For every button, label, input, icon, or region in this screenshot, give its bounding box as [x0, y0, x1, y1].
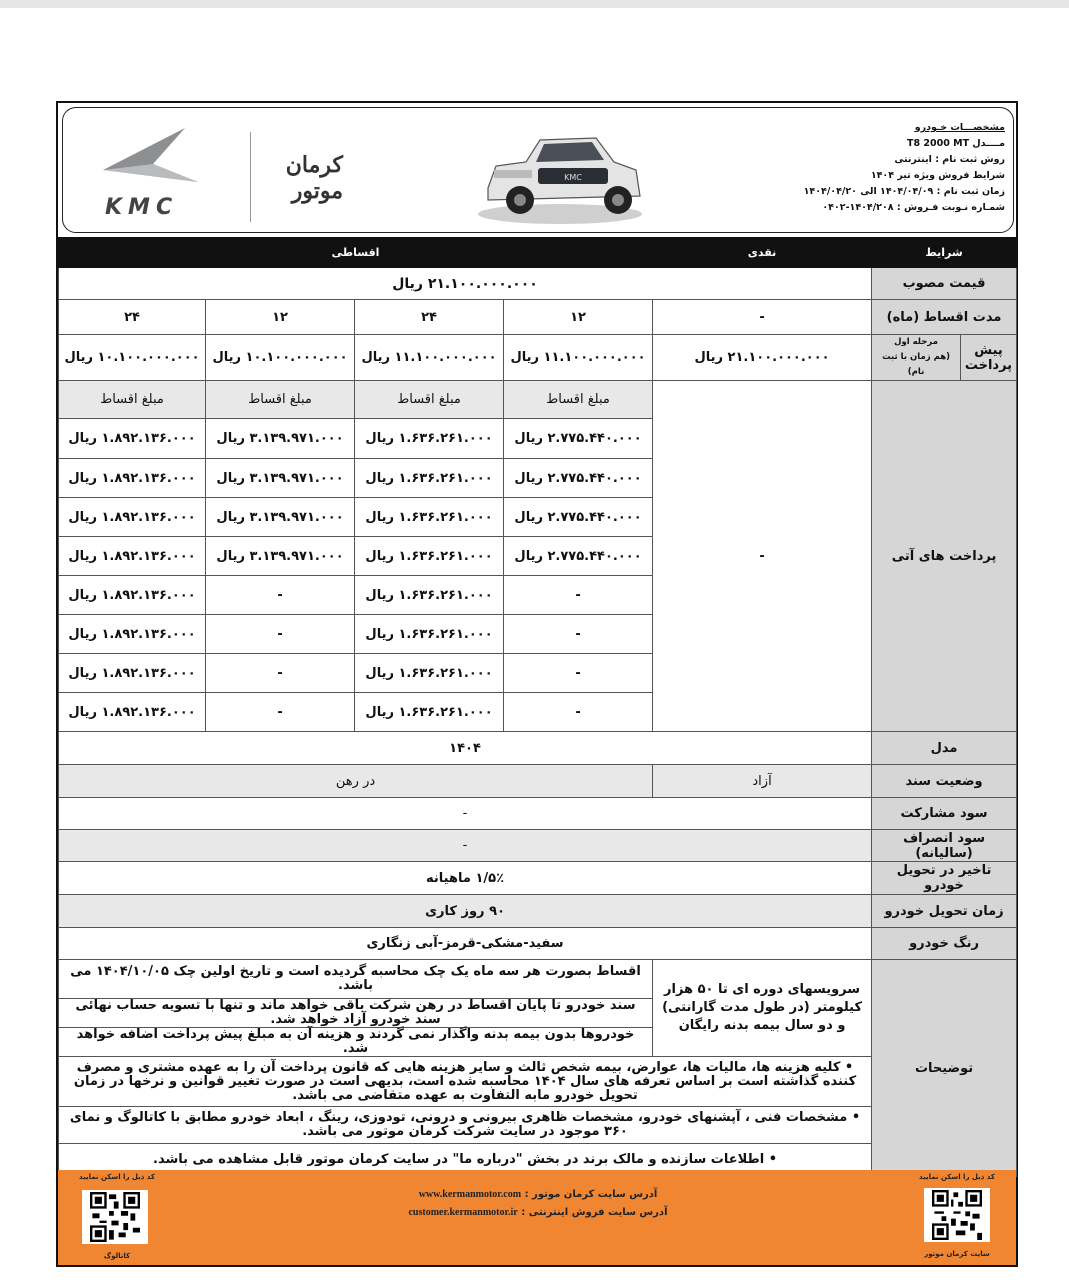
sales-address-label: آدرس سایت فروش اینترنتی :	[521, 1207, 668, 1218]
car-color-value: سفید-مشکی-قرمز-آبی زنگاری	[59, 928, 872, 960]
cancellation-profit-value: -	[59, 830, 872, 862]
installment-cell: ۲.۷۷۵.۴۴۰.۰۰۰ ریال	[504, 419, 653, 459]
qr-catalog-caption: کد ذیل را اسکن نمایید	[79, 1173, 155, 1181]
delivery-delay-value: ۱/۵٪ ماهیانه	[59, 862, 872, 895]
model-value: ۱۴۰۴	[59, 732, 872, 765]
installment-cell: ۱.۸۹۲.۱۳۶.۰۰۰ ریال	[59, 615, 206, 654]
note-specs: • مشخصات فنی ، آپشنهای خودرو، مشخصات ظاهری بیرونی و درونی، تودوزی، رینگ ، ابعاد خودرو مطابق با کاتالوگ و نمای ۳۶۰ موجود در سایت شرکت کرمان موتور می باشد.	[59, 1107, 872, 1144]
installment-cell: ۱.۸۹۲.۱۳۶.۰۰۰ ریال	[59, 576, 206, 615]
price-table	[58, 237, 1017, 1177]
footer-bar	[58, 1170, 1016, 1265]
car-badge: KMC	[564, 173, 582, 182]
cancellation-profit-label: سود انصراف (سالیانه)	[872, 830, 1017, 862]
installment-cell: ۱.۸۹۲.۱۳۶.۰۰۰ ریال	[59, 498, 206, 537]
specs-round: شمـاره نـوبت فـروش : ۱۴۰۴/۲۰۸-۰۴۰۲	[822, 202, 1005, 213]
downpayment-stage-b: (هم زمان با ثبت نام)	[882, 352, 951, 377]
installment-cell: ۱.۶۳۶.۲۶۱.۰۰۰ ریال	[355, 537, 504, 576]
partnership-profit-value: -	[59, 798, 872, 830]
downpayment-label: پیش پرداخت	[961, 335, 1017, 381]
delivery-delay-label: تاخیر در تحویل خودرو	[872, 862, 1017, 895]
installment-cell: ۱.۶۳۶.۲۶۱.۰۰۰ ریال	[355, 419, 504, 459]
note-costs: • کلیه هزینه ها، مالیات ها، عوارض، بیمه شخص ثالث و سایر هزینه هایی که قانون پرداخت آن را به عهده مشتری و مصرف کننده گذاشته است بر اساس تعرفه های سال ۱۴۰۴ محاسبه شده است، بدیهی است در صورت تغییر قوانین و نرخها در زمان تحویل خودرو مابه التفاوت به عهده متقاضی می باشد.	[59, 1057, 872, 1107]
kmc-logo-icon	[93, 122, 223, 222]
installment-cell: ۱.۶۳۶.۲۶۱.۰۰۰ ریال	[355, 576, 504, 615]
brand-logo	[93, 122, 343, 222]
service-note: سرویسهای دوره ای تا ۵۰ هزار کیلومتر (در طول مدت گارانتی) و دو سال بیمه بدنه رایگان	[653, 960, 872, 1057]
term-label: مدت اقساط (ماه)	[872, 300, 1017, 335]
installment-cell: ۲.۷۷۵.۴۴۰.۰۰۰ ریال	[504, 459, 653, 498]
header-conditions: شرایط	[872, 238, 1017, 268]
top-band	[0, 0, 1069, 8]
term-24-a: ۲۴	[355, 300, 504, 335]
header-installment: اقساطی	[59, 238, 653, 268]
model-label: مدل	[872, 732, 1017, 765]
term-cash: -	[653, 300, 872, 335]
sheet-header	[62, 107, 1014, 233]
qr-catalog-label: کاتالوگ	[103, 1252, 131, 1260]
installment-cell: ۱.۸۹۲.۱۳۶.۰۰۰ ریال	[59, 693, 206, 732]
sales-address-row	[358, 1204, 718, 1222]
brand-name-fa: کرمان موتور	[285, 152, 343, 204]
downpayment-stage	[872, 335, 961, 381]
installment-cell: -	[206, 615, 355, 654]
installment-cell: ۳.۱۳۹.۹۷۱.۰۰۰ ریال	[206, 459, 355, 498]
document-status-cash: آزاد	[653, 765, 872, 798]
installment-cell: ۳.۱۳۹.۹۷۱.۰۰۰ ریال	[206, 537, 355, 576]
installment-cell: ۱.۶۳۶.۲۶۱.۰۰۰ ریال	[355, 459, 504, 498]
installment-cell: ۲.۷۷۵.۴۴۰.۰۰۰ ریال	[504, 537, 653, 576]
installment-cell: ۱.۶۳۶.۲۶۱.۰۰۰ ریال	[355, 693, 504, 732]
price-sheet	[56, 101, 1018, 1267]
footer-addresses	[358, 1186, 718, 1222]
price-value: ۲۱.۱۰۰.۰۰۰.۰۰۰ ریال	[59, 268, 872, 300]
installment-cell: -	[206, 654, 355, 693]
sales-address-link[interactable]: customer.kermanmotor.ir	[408, 1207, 518, 1218]
notes-label: توضیحات	[872, 960, 1017, 1177]
installment-header: مبلغ اقساط	[355, 381, 504, 419]
qr-site-caption: کد ذیل را اسکن نمایید	[919, 1173, 995, 1181]
installment-cell: -	[504, 654, 653, 693]
site-address-link[interactable]: www.kermanmotor.com	[418, 1189, 522, 1200]
installment-cell: ۱.۶۳۶.۲۶۱.۰۰۰ ریال	[355, 498, 504, 537]
note-installment-checks: اقساط بصورت هر سه ماه یک چک محاسبه گردیده است و تاریخ اولین چک ۱۴۰۴/۱۰/۰۵ می باشد.	[59, 960, 653, 999]
installment-cell: -	[504, 576, 653, 615]
downpayment-cash: ۲۱.۱۰۰.۰۰۰.۰۰۰ ریال	[653, 335, 872, 381]
installment-header: مبلغ اقساط	[59, 381, 206, 419]
qr-site-icon[interactable]	[924, 1188, 990, 1242]
specs-title: مشخصـــات خـودرو	[914, 122, 1005, 133]
document-status-label: وضعیت سند	[872, 765, 1017, 798]
installment-cell: ۱.۸۹۲.۱۳۶.۰۰۰ ریال	[59, 459, 206, 498]
specs-method: روش ثبت نام : اینترنتی	[894, 154, 1005, 165]
term-12-a: ۱۲	[504, 300, 653, 335]
installment-cell: ۳.۱۳۹.۹۷۱.۰۰۰ ریال	[206, 419, 355, 459]
note-body-insurance: خودروها بدون بیمه بدنه واگذار نمی گردند و هزینه آن به مبلغ پیش پرداخت اضافه خواهد شد.	[59, 1028, 653, 1057]
term-12-b: ۱۲	[206, 300, 355, 335]
installment-cell: ۱.۶۳۶.۲۶۱.۰۰۰ ریال	[355, 615, 504, 654]
installment-header: مبلغ اقساط	[206, 381, 355, 419]
installment-cell: ۳.۱۳۹.۹۷۱.۰۰۰ ریال	[206, 498, 355, 537]
price-label: قیمت مصوب	[872, 268, 1017, 300]
note-manufacturer: • اطلاعات سازنده و مالک برند در بخش "درباره ما" در سایت کرمان موتور قابل مشاهده می باشد.	[59, 1144, 872, 1177]
installment-cell: ۱.۸۹۲.۱۳۶.۰۰۰ ریال	[59, 419, 206, 459]
qr-catalog-icon[interactable]	[82, 1190, 148, 1244]
delivery-time-value: ۹۰ روز کاری	[59, 895, 872, 928]
term-24-b: ۲۴	[59, 300, 206, 335]
partnership-profit-label: سود مشارکت	[872, 798, 1017, 830]
downpayment-12-b: ۱۰.۱۰۰.۰۰۰.۰۰۰ ریال	[206, 335, 355, 381]
site-address-row	[358, 1186, 718, 1204]
downpayment-stage-a: مرحله اول	[894, 337, 938, 347]
specs-model: مــــدل T8 2000 MT	[906, 138, 1005, 149]
installment-cell: -	[504, 693, 653, 732]
brand-name-en: KMC	[105, 195, 179, 220]
car-color-label: رنگ خودرو	[872, 928, 1017, 960]
future-payments-label: پرداخت های آتی	[872, 381, 1017, 732]
specs-period: زمان ثبت نام : ۱۴۰۴/۰۴/۰۹ الی ۱۴۰۴/۰۴/۲۰	[803, 186, 1005, 197]
pickup-truck-image	[468, 118, 648, 226]
qr-site-label: سایت کرمان موتور	[924, 1250, 990, 1258]
delivery-time-label: زمان تحویل خودرو	[872, 895, 1017, 928]
document-status-installment: در رهن	[59, 765, 653, 798]
header-cash: نقدی	[653, 238, 872, 268]
downpayment-24-b: ۱۰.۱۰۰.۰۰۰.۰۰۰ ریال	[59, 335, 206, 381]
installment-cell: -	[504, 615, 653, 654]
specs-conditions: شرایط فروش ویژه تیر ۱۴۰۴	[870, 170, 1005, 181]
installment-cell: ۱.۶۳۶.۲۶۱.۰۰۰ ریال	[355, 654, 504, 693]
installment-header: مبلغ اقساط	[504, 381, 653, 419]
installment-cell: ۱.۸۹۲.۱۳۶.۰۰۰ ریال	[59, 654, 206, 693]
downpayment-24-a: ۱۱.۱۰۰.۰۰۰.۰۰۰ ریال	[355, 335, 504, 381]
logo-divider	[250, 132, 251, 222]
downpayment-12-a: ۱۱.۱۰۰.۰۰۰.۰۰۰ ریال	[504, 335, 653, 381]
vehicle-specs	[795, 120, 1005, 216]
installment-cell: ۱.۸۹۲.۱۳۶.۰۰۰ ریال	[59, 537, 206, 576]
site-address-label: آدرس سایت کرمان موتور :	[524, 1189, 658, 1200]
installment-cell: ۲.۷۷۵.۴۴۰.۰۰۰ ریال	[504, 498, 653, 537]
future-payments-cash: -	[653, 381, 872, 732]
installment-cell: -	[206, 693, 355, 732]
installment-cell: -	[206, 576, 355, 615]
note-document-mortgage: سند خودرو تا پایان اقساط در رهن شرکت باقی خواهد ماند و تنها با تسویه حساب نهائی سند خودرو آزاد خواهد شد.	[59, 999, 653, 1028]
